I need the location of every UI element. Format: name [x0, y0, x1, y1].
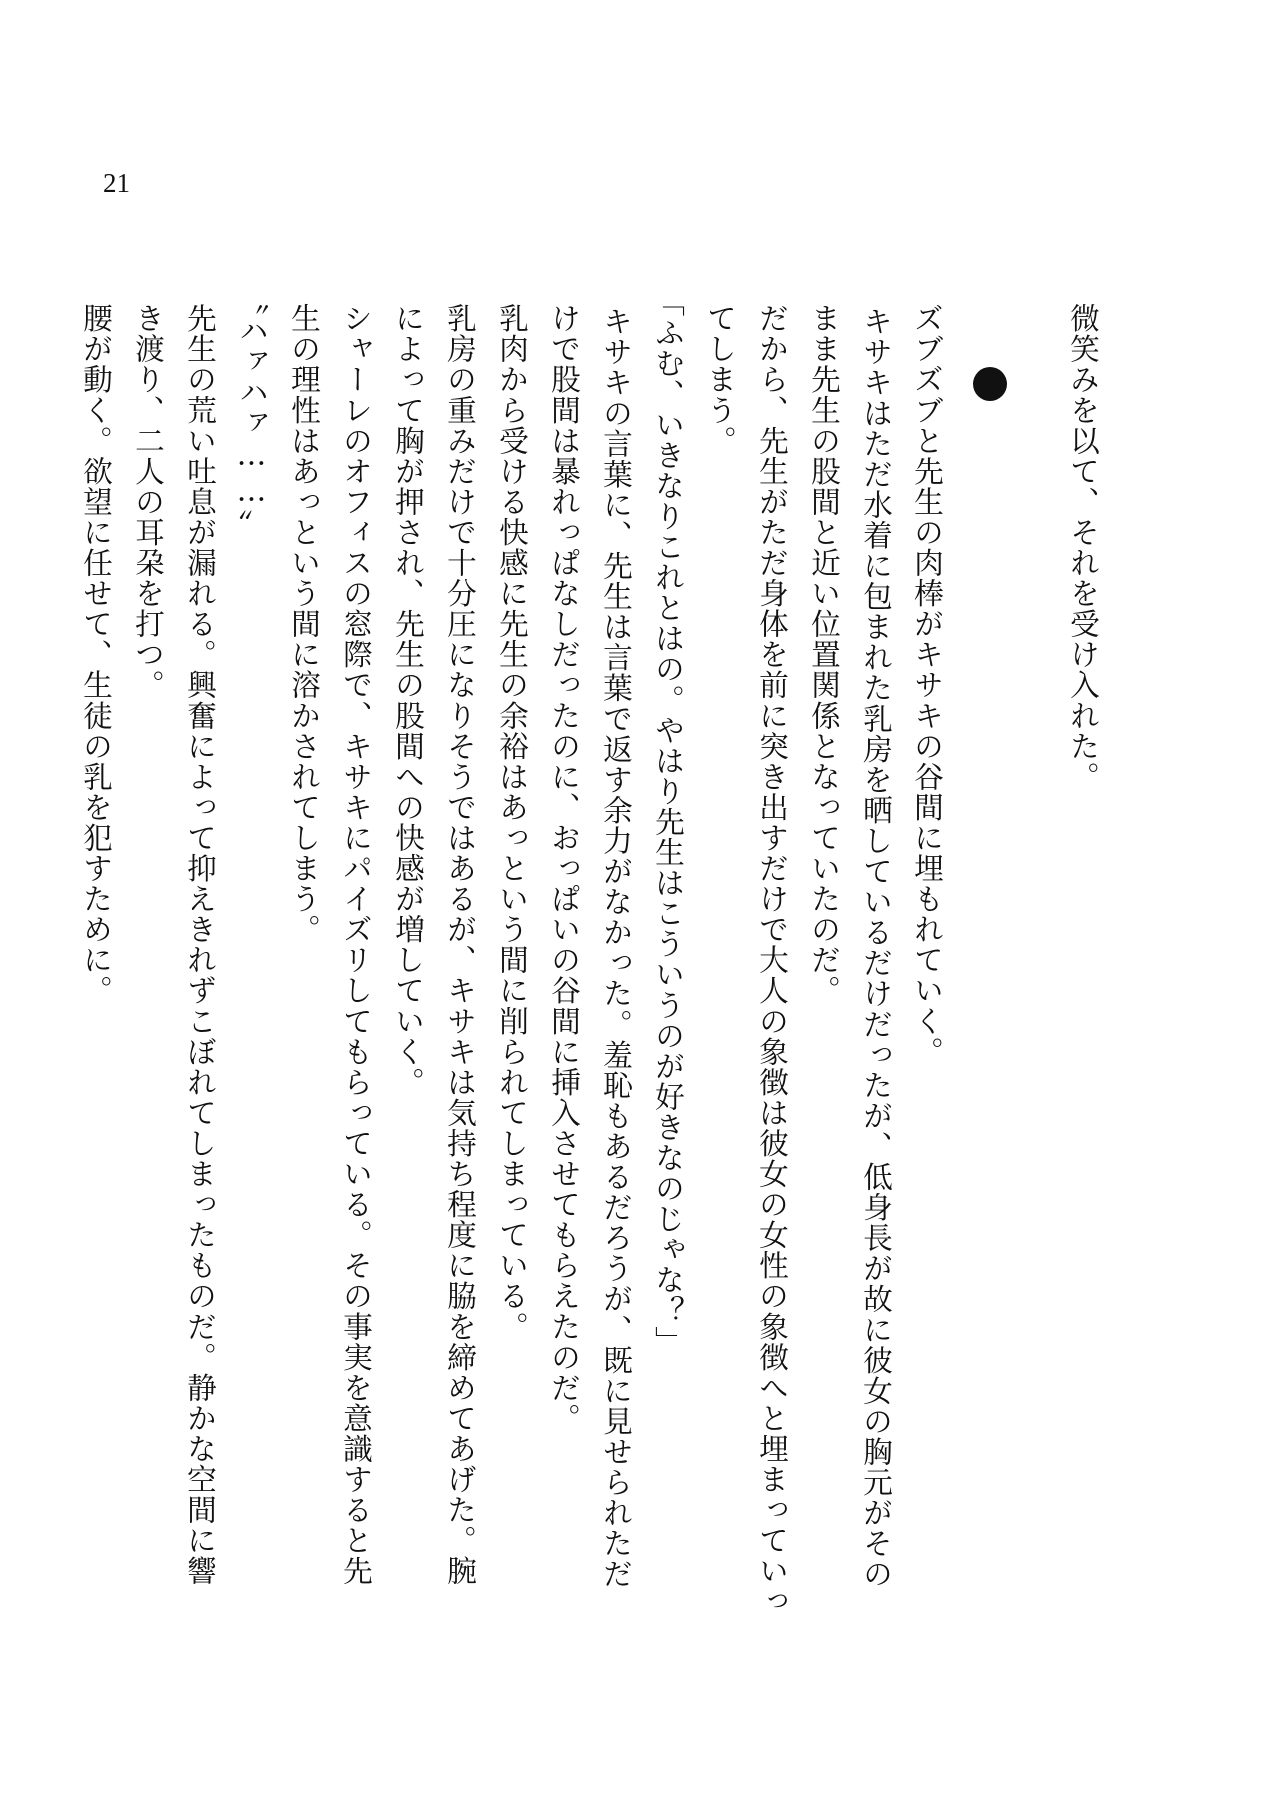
scene-break-circle-icon — [973, 367, 1007, 401]
text-column-16: 〝ハァハァ……〟 — [234, 285, 269, 540]
text-column-17: 先生の荒い吐息が漏れる。興奮によって抑えきれずこぼれてしまったものだ。静かな空間に響 — [182, 303, 217, 1587]
text-column-5: まま先生の股間と近い位置関係となっていたのだ。 — [806, 303, 841, 1006]
text-column-13: によって胸が押され、先生の股間への快感が増していく。 — [390, 303, 425, 1098]
text-column-4: キサキはただ水着に包まれた乳房を晒しているだけだったが、低身長が故に彼女の胸元がその — [858, 306, 893, 1590]
text-column-19: 腰が動く。欲望に任せて、生徒の乳を犯すために。 — [78, 303, 113, 1006]
text-column-9: キサキの言葉に、先生は言葉で返す余力がなかった。羞恥もあるだろうが、既に見せられただ — [598, 306, 633, 1590]
text-column-1: 微笑みを以て、それを受け入れた。 — [1065, 303, 1100, 792]
text-column-3: ズブズブと先生の肉棒がキサキの谷間に埋もれていく。 — [909, 303, 944, 1067]
text-column-12: 乳房の重みだけで十分圧になりそうではあるが、キサキは気持ち程度に脇を締めてあげた。腕 — [442, 303, 477, 1587]
text-column-11: 乳肉から受ける快感に先生の余裕はあっという間に削られてしまっている。 — [494, 303, 529, 1342]
text-column-6: だから、先生がただ身体を前に突き出すだけで大人の象徴は彼女の女性の象徴へと埋まっていっ — [754, 303, 789, 1617]
text-column-18: き渡り、二人の耳朶を打つ。 — [130, 303, 165, 701]
text-column-14: シャーレのオフィスの窓際で、キサキにパイズリしてもらっている。その事実を意識すると先 — [338, 303, 373, 1587]
text-column-10: けで股間は暴れっぱなしだったのに、おっぱいの谷間に挿入させてもらえたのだ。 — [546, 303, 581, 1434]
text-column-15: 生の理性はあっという間に溶かされてしまう。 — [286, 303, 321, 945]
text-column-8: 「ふむ、いきなりこれとはの。やはり先生はこういうのが好きなのじゃな？」 — [650, 287, 685, 1357]
text-column-7: てしまう。 — [702, 303, 737, 456]
page-number: 21 — [103, 168, 130, 198]
